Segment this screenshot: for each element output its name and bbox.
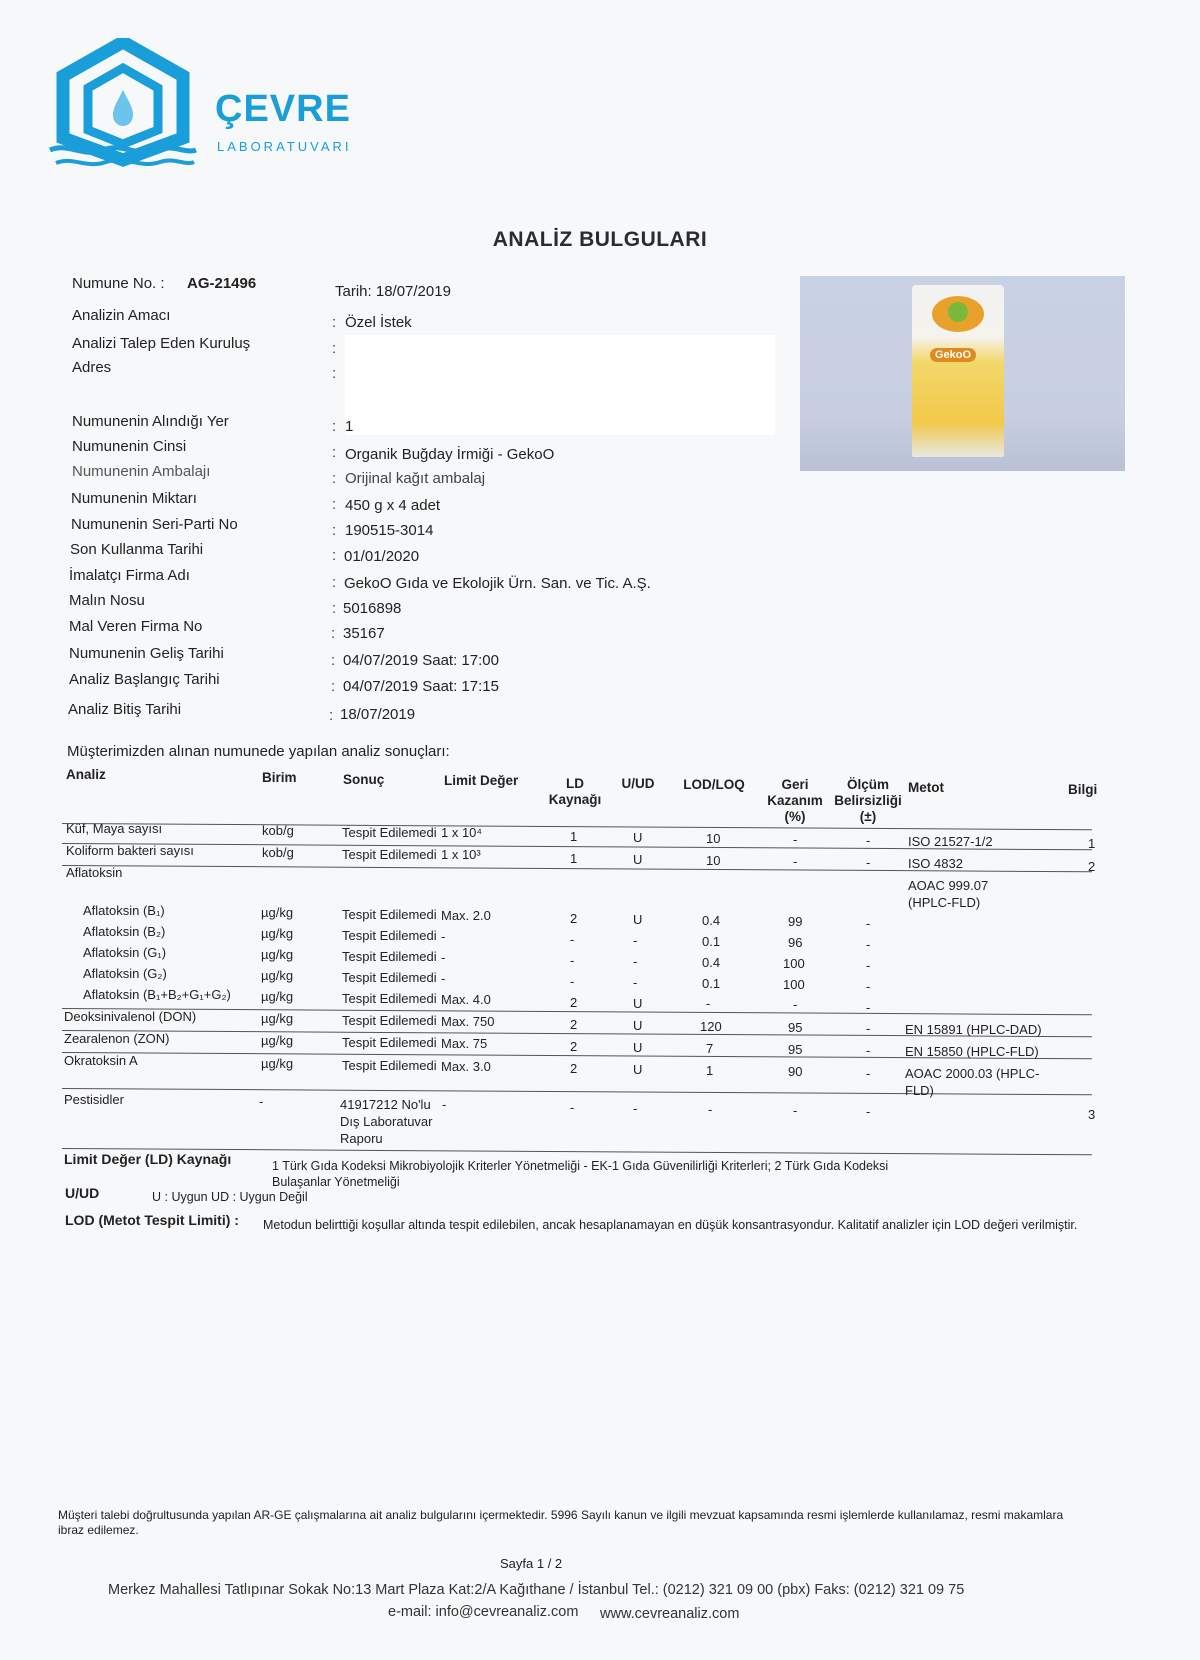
field-label: Mal Veren Firma No [69, 618, 203, 635]
cell-birim: µg/kg [261, 1011, 294, 1026]
col-header-limit: Limit Değer [444, 773, 519, 788]
cell-sonuc: Tespit Edilemedi [342, 949, 437, 964]
cell-limit: 1 x 10⁴ [441, 825, 482, 840]
cell-geri: 100 [783, 977, 805, 992]
cell-birim: - [259, 1094, 264, 1109]
cell-lod: - [706, 996, 711, 1011]
cell-bilgi: 3 [1088, 1107, 1096, 1122]
field-value: 04/07/2019 Saat: 17:00 [343, 652, 499, 669]
field-value: 01/01/2020 [344, 548, 420, 565]
cell-lod: 0.4 [702, 955, 721, 970]
cell-limit: - [441, 950, 446, 965]
cell-olcum: - [866, 855, 871, 870]
field-label: Analizi Talep Eden Kuruluş [72, 335, 251, 352]
cell-geri: - [793, 854, 798, 869]
cell-lod: 120 [700, 1019, 722, 1034]
cell-uud: - [633, 975, 638, 990]
col-header-metot: Metot [908, 780, 944, 795]
cell-olcum: - [866, 1066, 871, 1081]
cell-uud: - [633, 954, 638, 969]
cell-sonuc: Tespit Edilemedi [342, 1035, 437, 1050]
bird-illustration-icon [928, 292, 988, 337]
cell-limit: 1 x 10³ [441, 847, 481, 862]
col-header-analiz: Analiz [66, 767, 106, 782]
field-value: Özel İstek [345, 314, 412, 331]
lab-logo-icon [48, 38, 198, 173]
cell-metot: EN 15891 (HPLC-DAD) [905, 1022, 1042, 1037]
cell-geri: 99 [788, 914, 803, 929]
cell-geri: 95 [788, 1020, 803, 1035]
cell-analiz: Aflatoksin (G₂) [83, 966, 167, 981]
ld-source-label: Limit Değer (LD) Kaynağı [64, 1151, 232, 1167]
cell-uud: U [633, 996, 643, 1011]
field-label: Numunenin Geliş Tarihi [69, 645, 224, 662]
cell-geri: 90 [788, 1064, 803, 1079]
cell-ld: 2 [570, 911, 578, 926]
field-value: 35167 [343, 625, 385, 642]
cell-birim: µg/kg [261, 968, 294, 983]
cell-analiz: Aflatoksin (B₁+B₂+G₁+G₂) [83, 987, 231, 1002]
cell-analiz: Aflatoksin (B₂) [83, 924, 166, 939]
cell-birim: µg/kg [261, 926, 294, 941]
cell-analiz: Zearalenon (ZON) [64, 1031, 170, 1046]
cell-olcum: - [866, 833, 871, 848]
cell-birim: µg/kg [261, 905, 294, 920]
cell-geri: 100 [783, 956, 805, 971]
cell-limit: Max. 2.0 [441, 908, 491, 923]
cell-metot: EN 15850 (HPLC-FLD) [905, 1044, 1039, 1059]
cell-ld: 2 [570, 1039, 578, 1054]
footer-address: Merkez Mahallesi Tatlıpınar Sokak No:13 Mart Plaza Kat:2/A Kağıthane / İstanbul Tel.: (0212) 321 09 00 (pbx) Faks: (0212) 321 09 75 [108, 1582, 965, 1598]
uud-label: U/UD [65, 1185, 100, 1201]
cell-sonuc: Tespit Edilemedi [342, 1013, 437, 1028]
field-label: İmalatçı Firma Adı [69, 567, 190, 584]
cell-ld: - [570, 1100, 575, 1115]
cell-birim: µg/kg [261, 947, 294, 962]
cell-uud: U [633, 912, 643, 927]
cell-uud: - [633, 1101, 638, 1116]
col-header-olcum: Ölçüm Belirsizliği (±) [834, 777, 902, 824]
cell-analiz: Okratoksin A [64, 1053, 138, 1068]
cell-analiz: Koliform bakteri sayısı [66, 843, 194, 858]
field-label: Numunenin Miktarı [71, 490, 197, 507]
cell-limit: - [442, 1097, 447, 1112]
cell-limit: Max. 750 [441, 1014, 495, 1029]
lab-subtitle: LABORATUVARI [217, 139, 352, 154]
product-brand-label: GekoO [930, 348, 976, 362]
cell-olcum: - [866, 1021, 871, 1036]
field-value: 04/07/2019 Saat: 17:15 [343, 678, 499, 695]
col-header-geri: Geri Kazanım (%) [767, 777, 823, 824]
cell-metot: ISO 4832 [908, 856, 963, 871]
redacted-area [345, 335, 775, 435]
field-value: 1 [345, 418, 354, 435]
cell-lod: 0.1 [702, 934, 721, 949]
field-label: Numunenin Seri-Parti No [71, 516, 238, 533]
cell-uud: U [633, 1018, 643, 1033]
cell-birim: kob/g [262, 845, 294, 860]
field-label: Numunenin Alındığı Yer [72, 413, 229, 430]
field-label: Numunenin Ambalajı [72, 463, 211, 480]
cell-ld: 2 [570, 1017, 578, 1032]
cell-lod: 0.4 [702, 913, 721, 928]
cell-ld: 2 [570, 995, 578, 1010]
cell-sonuc: Tespit Edilemedi [342, 970, 437, 985]
cell-olcum: - [866, 1000, 871, 1015]
cell-ld: - [570, 953, 575, 968]
cell-limit: Max. 3.0 [441, 1059, 491, 1074]
footer-website[interactable]: www.cevreanaliz.com [600, 1606, 740, 1622]
cell-limit: - [441, 971, 446, 986]
page-number: Sayfa 1 / 2 [500, 1556, 563, 1571]
cell-bilgi: 2 [1088, 859, 1096, 874]
cell-analiz: Deoksinivalenol (DON) [64, 1009, 197, 1024]
report-date: Tarih: 18/07/2019 [335, 283, 451, 300]
document-title: ANALİZ BULGULARI [492, 228, 708, 251]
cell-lod: 0.1 [702, 976, 721, 991]
col-header-bilgi: Bilgi [1068, 782, 1098, 797]
cell-olcum: - [866, 1104, 871, 1119]
cell-metot: AOAC 2000.03 (HPLC-FLD) [905, 1066, 1040, 1098]
field-label: Analizin Amacı [72, 307, 171, 324]
cell-analiz: Küf, Maya sayısı [66, 821, 163, 836]
cell-sonuc: Tespit Edilemedi [342, 991, 437, 1006]
cell-geri: 95 [788, 1042, 803, 1057]
field-label: Malın Nosu [69, 592, 145, 609]
cell-ld: - [570, 974, 575, 989]
cell-bilgi: 1 [1088, 836, 1096, 851]
cell-geri: - [793, 1103, 798, 1118]
field-label: Analiz Bitiş Tarihi [68, 701, 182, 718]
cell-lod: 10 [706, 831, 721, 846]
cell-uud: U [633, 1040, 643, 1055]
cell-lod: 1 [706, 1063, 714, 1078]
field-value: 190515-3014 [345, 522, 434, 539]
cell-uud: U [633, 1062, 643, 1077]
cell-ld: 1 [570, 851, 578, 866]
cell-olcum: - [866, 979, 871, 994]
cell-uud: - [633, 933, 638, 948]
field-value: 5016898 [343, 600, 402, 617]
cell-lod: 10 [706, 853, 721, 868]
cell-olcum: - [866, 1043, 871, 1058]
field-value: Organik Buğday İrmiği - GekoO [345, 446, 555, 463]
cell-uud: U [633, 830, 643, 845]
cell-ld: - [570, 932, 575, 947]
cell-sonuc: Tespit Edilemedi [342, 907, 437, 922]
cell-birim: µg/kg [261, 989, 294, 1004]
footer-disclaimer: Müşteri talebi doğrultusunda yapılan AR-GE çalışmalarına ait analiz bulgularını içermektedir. 5996 Sayılı kanun ve ilgili mevzuat kapsamında resmi işlemlerde kullanılamaz, resmi makamlara ibraz edilemez. [58, 1508, 1064, 1537]
cell-ld: 2 [570, 1061, 578, 1076]
cell-geri: - [793, 832, 798, 847]
field-value: 18/07/2019 [340, 706, 416, 723]
cell-sonuc: 41917212 No'lu Dış Laboratuvar Raporu [340, 1097, 433, 1146]
field-label: Numunenin Cinsi [72, 438, 187, 455]
cell-uud: U [633, 852, 643, 867]
field-value: Orijinal kağıt ambalaj [345, 470, 486, 487]
field-label: Analiz Başlangıç Tarihi [69, 671, 220, 688]
ld-source-text: 1 Türk Gıda Kodeksi Mikrobiyolojik Kriterler Yönetmeliği - EK-1 Gıda Güvenilirliği Kriterleri; 2 Türk Gıda Kodeksi Bulaşanlar Yönetmeliği [272, 1159, 889, 1189]
cell-olcum: - [866, 937, 871, 952]
field-label: Son Kullanma Tarihi [70, 541, 204, 558]
cell-sonuc: Tespit Edilemedi [342, 847, 437, 862]
cell-geri: - [793, 997, 798, 1012]
lod-label: LOD (Metot Tespit Limiti) : [65, 1212, 239, 1228]
col-header-lod: LOD/LOQ [683, 777, 745, 792]
col-header-ld: LD Kaynağı [548, 776, 602, 807]
lod-text: Metodun belirttiği koşullar altında tespit edilebilen, ancak hesaplanamayan en düşük konsantrasyondur. Kalitatif analizler için LOD değeri verilmiştir. [263, 1218, 1078, 1232]
cell-metot: AOAC 999.07 (HPLC-FLD) [908, 878, 989, 910]
cell-lod: - [708, 1102, 713, 1117]
cell-analiz: Pestisidler [64, 1092, 124, 1107]
field-label: Adres [72, 359, 112, 376]
col-header-uud: U/UD [621, 776, 655, 791]
cell-analiz: Aflatoksin (G₁) [83, 945, 167, 960]
cell-birim: µg/kg [261, 1033, 294, 1048]
field-value: GekoO Gıda ve Ekolojik Ürn. San. ve Tic. A.Ş. [344, 575, 651, 592]
cell-sonuc: Tespit Edilemedi [342, 1058, 437, 1073]
cell-limit: Max. 75 [441, 1036, 488, 1051]
cell-analiz: Aflatoksin [66, 865, 123, 880]
cell-limit: Max. 4.0 [441, 992, 491, 1007]
footer-email[interactable]: e-mail: info@cevreanaliz.com [388, 1604, 579, 1620]
cell-geri: 96 [788, 935, 803, 950]
cell-limit: - [441, 929, 446, 944]
field-value: 450 g x 4 adet [345, 497, 441, 514]
sample-no-value: AG-21496 [187, 275, 257, 292]
cell-analiz: Aflatoksin (B₁) [83, 903, 165, 918]
cell-birim: kob/g [262, 823, 294, 838]
sample-no-label: Numune No. : [72, 275, 165, 292]
cell-olcum: - [866, 958, 871, 973]
col-header-sonuc: Sonuç [343, 772, 385, 787]
cell-metot: ISO 21527-1/2 [908, 834, 993, 849]
cell-sonuc: Tespit Edilemedi [342, 928, 437, 943]
uud-text: U : Uygun UD : Uygun Değil [152, 1190, 308, 1204]
col-header-birim: Birim [262, 770, 297, 785]
cell-lod: 7 [706, 1041, 714, 1056]
cell-sonuc: Tespit Edilemedi [342, 825, 437, 840]
lab-name: ÇEVRE [215, 88, 351, 130]
cell-ld: 1 [570, 829, 578, 844]
cell-olcum: - [866, 916, 871, 931]
results-intro: Müşterimizden alınan numunede yapılan analiz sonuçları: [67, 743, 450, 760]
cell-birim: µg/kg [261, 1056, 294, 1071]
